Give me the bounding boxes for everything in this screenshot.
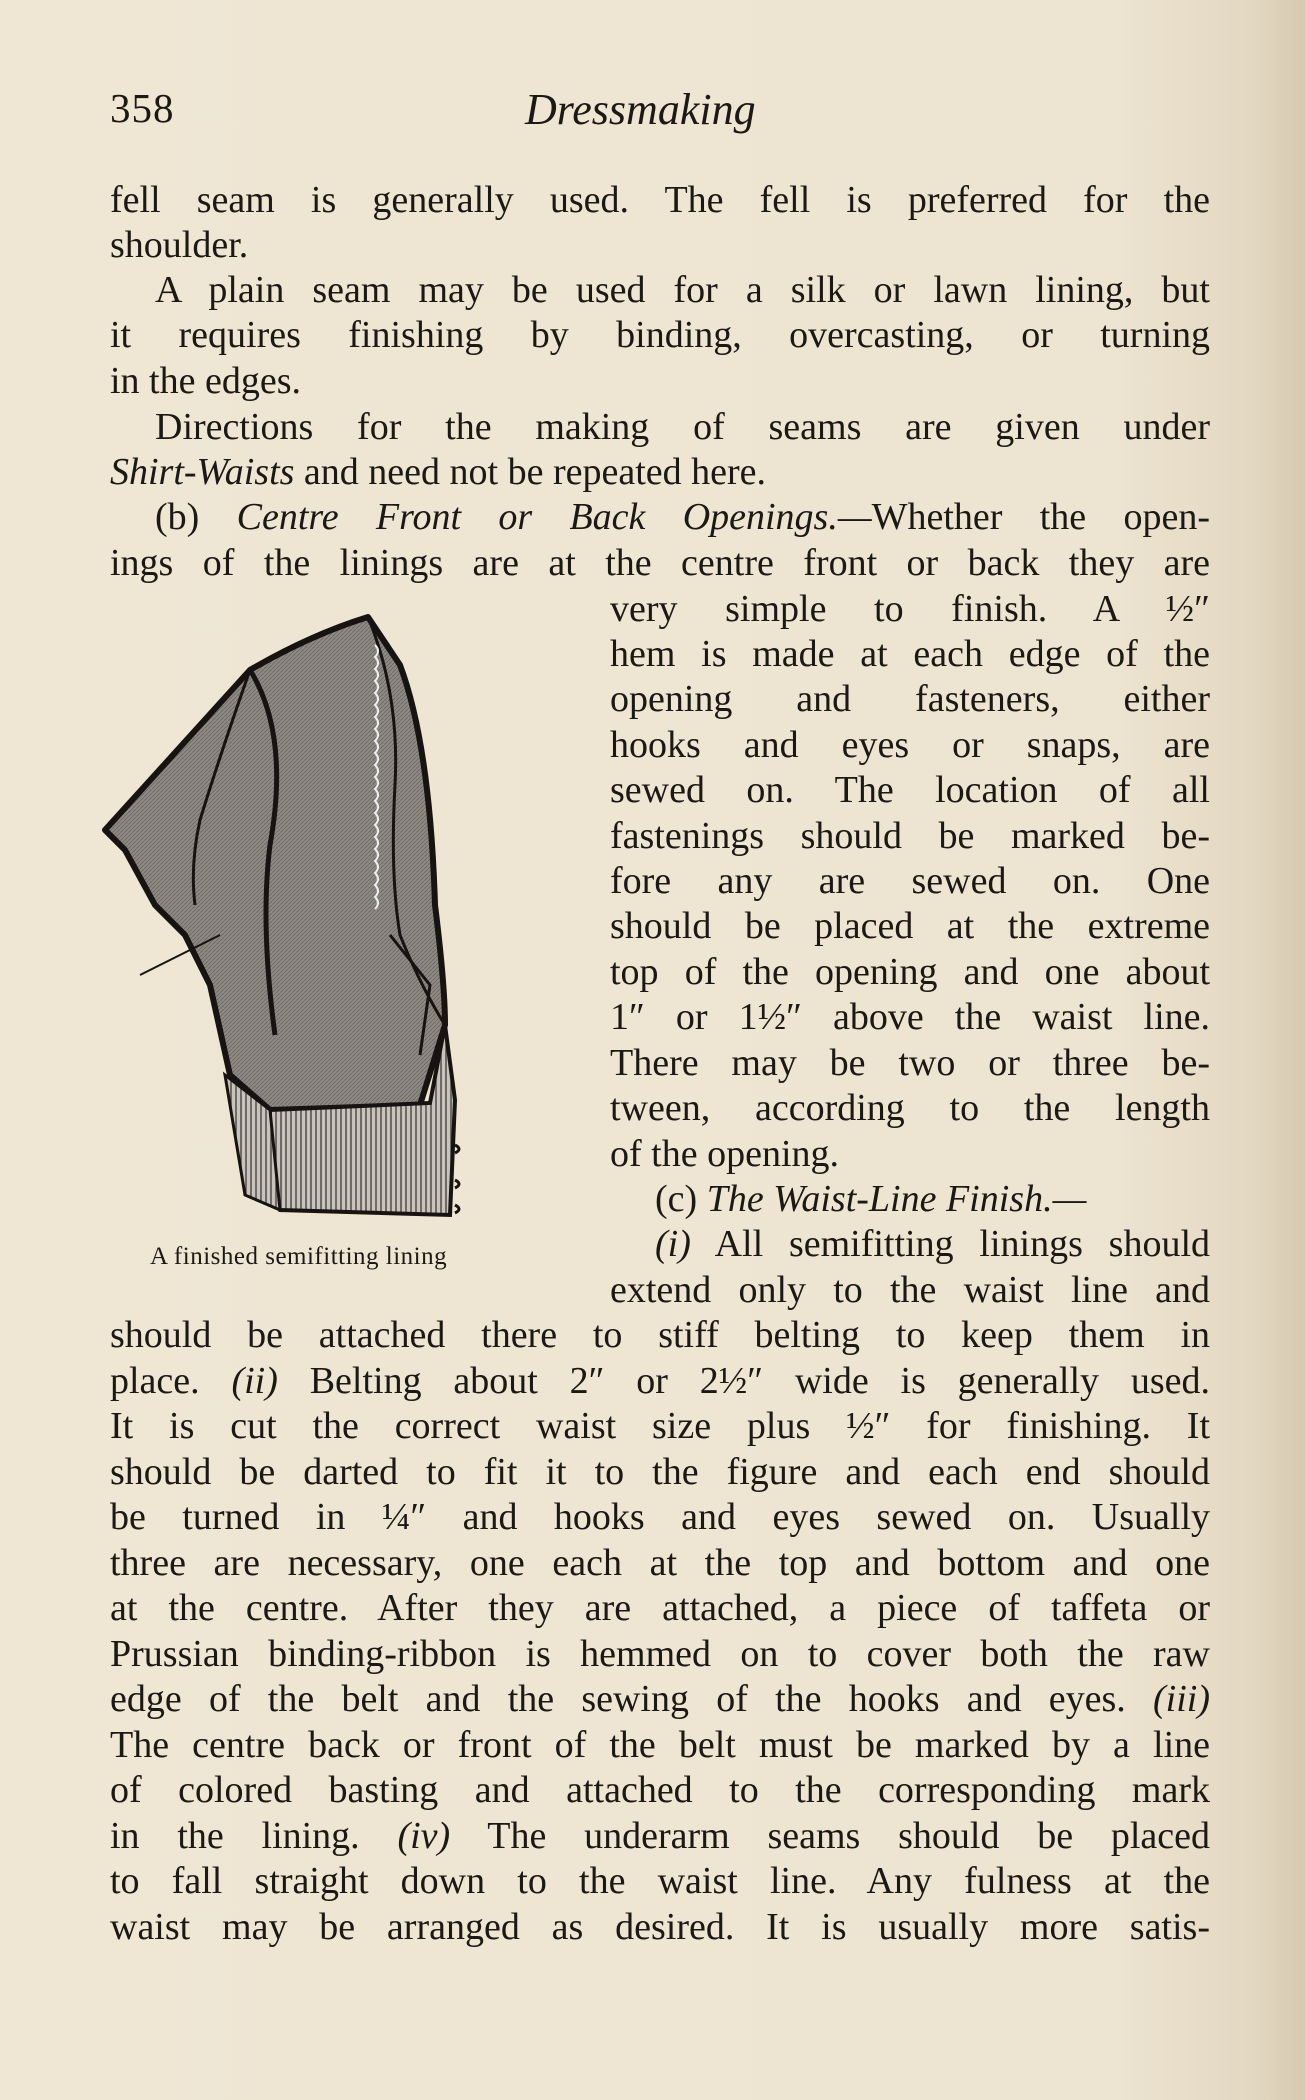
- text-line: it requires finishing by binding, overcasting, or turning: [110, 314, 1210, 356]
- text-line: fore any are sewed on. One: [610, 860, 1210, 902]
- item-marker: (iii): [1153, 1678, 1210, 1720]
- text-line: waist may be arranged as desired. It is usually more satis-: [110, 1906, 1210, 1948]
- text-line: top of the opening and one about: [610, 951, 1210, 993]
- section-heading-line: [610, 1177, 1210, 1222]
- section-title: The Waist-Line Finish.—: [706, 1178, 1087, 1220]
- text-line: fell seam is generally used. The fell is preferred for the: [110, 179, 1210, 221]
- text-line: at the centre. After they are attached, a piece of taffeta or: [110, 1587, 1210, 1629]
- text-line: extend only to the waist line and: [610, 1269, 1210, 1311]
- text-line: three are necessary, one each at the top and bottom and one: [110, 1542, 1210, 1584]
- text-line: opening and fasteners, either: [610, 678, 1210, 720]
- section-heading-line: (b) Centre Front or Back Openings.—Whether the open-: [155, 496, 1210, 538]
- text-line: be turned in ¼″ and hooks and eyes sewed on. Usually: [110, 1496, 1210, 1538]
- text-line: (i) All semifitting linings should: [655, 1223, 1210, 1265]
- text-line: The centre back or front of the belt must be marked by a line: [110, 1724, 1210, 1766]
- lining-illustration: [100, 605, 570, 1225]
- text-line: Directions for the making of seams are given under: [155, 406, 1210, 448]
- text-line: sewed on. The location of all: [610, 769, 1210, 811]
- item-marker: (ii): [231, 1360, 278, 1402]
- running-head: [110, 84, 1210, 144]
- text-line: should be placed at the extreme: [610, 905, 1210, 947]
- text-line: in the lining. (iv) The underarm seams should be placed: [110, 1815, 1210, 1857]
- text-line: hooks and eyes or snaps, are: [610, 724, 1210, 766]
- text-line: in the edges.: [110, 360, 302, 402]
- running-title: Dressmaking: [525, 85, 756, 134]
- text-line: should be darted to fit it to the figure and each end should: [110, 1451, 1210, 1493]
- section-label: (b): [155, 496, 237, 538]
- text-line: fastenings should be marked be-: [610, 815, 1210, 857]
- page-number: 358: [110, 85, 175, 131]
- text-line: of the opening.: [610, 1133, 840, 1175]
- item-marker: (iv): [397, 1815, 451, 1857]
- section-label: (c): [655, 1178, 707, 1220]
- text-line: shoulder.: [110, 224, 249, 266]
- text-line: should be attached there to stiff belting to keep them in: [110, 1314, 1210, 1356]
- bodice-lining-drawing: [100, 605, 570, 1225]
- text-line: very simple to finish. A ½″: [610, 588, 1210, 630]
- text-line: It is cut the correct waist size plus ½″ for finishing. It: [110, 1405, 1210, 1447]
- text-line: 1″ or 1½″ above the waist line.: [610, 996, 1210, 1038]
- section-title: Centre Front or Back Openings.—: [236, 496, 872, 538]
- text-line: Shirt-Waists and need not be repeated here.: [110, 451, 767, 493]
- text-line: to fall straight down to the waist line. Any fulness at the: [110, 1860, 1210, 1902]
- text-line: Prussian binding-ribbon is hemmed on to cover both the raw: [110, 1633, 1210, 1675]
- text-line: hem is made at each edge of the: [610, 633, 1210, 675]
- italic-term: Shirt-Waists: [110, 451, 295, 493]
- text-line: place. (ii) Belting about 2″ or 2½″ wide is generally used.: [110, 1360, 1210, 1402]
- text-line: ings of the linings are at the centre front or back they are: [110, 542, 1210, 584]
- text-line: tween, according to the length: [610, 1087, 1210, 1129]
- text-line: of colored basting and attached to the corresponding mark: [110, 1769, 1210, 1811]
- text-line: edge of the belt and the sewing of the hooks and eyes. (iii): [110, 1678, 1210, 1720]
- text-line: There may be two or three be-: [610, 1042, 1210, 1084]
- figure-caption: A finished semifitting lining: [150, 1243, 448, 1270]
- item-marker: (i): [655, 1223, 691, 1265]
- text-line: A plain seam may be used for a silk or lawn lining, but: [155, 269, 1210, 311]
